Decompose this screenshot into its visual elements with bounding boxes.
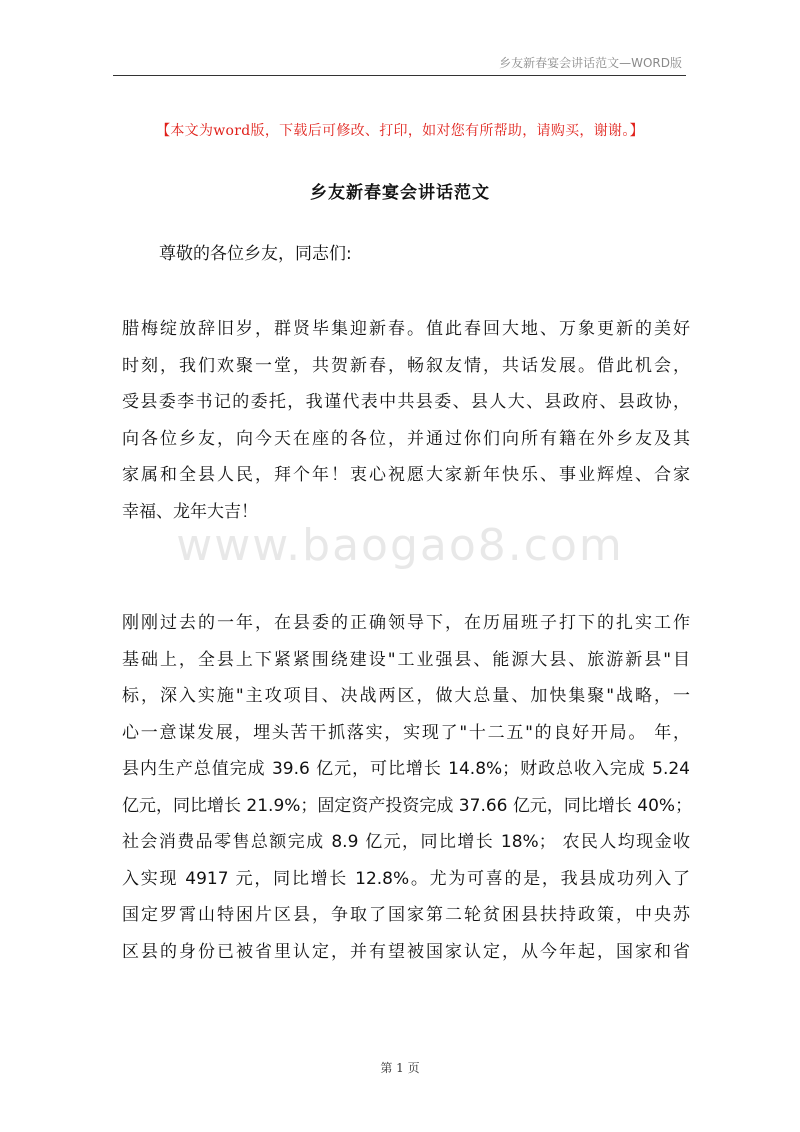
paragraph-1	[122, 311, 690, 530]
watermark-text: www.baogao8.com	[176, 520, 624, 571]
text-line: 腊梅绽放辞旧岁，群贤毕集迎新春。值此春回大地、万象更新的美好	[122, 319, 690, 339]
text-line: 家属和全县人民，拜个年！衷心祝愿大家新年快乐、事业辉煌、合家	[122, 465, 690, 485]
text-line: 受县委李书记的委托，我谨代表中共县委、县人大、县政府、县政协，	[122, 392, 690, 412]
text-line: 刚刚过去的一年，在县委的正确领导下，在历届班子打下的扎实工作	[122, 613, 690, 633]
text-line: 标，深入实施"主攻项目、决战两区，做大总量、加快集聚"战略，一	[122, 686, 690, 706]
text-line: 亿元，同比增长 21.9%；固定资产投资完成 37.66 亿元，同比增长 40%；	[122, 795, 693, 816]
text-line: 入实现 4917 元，同比增长 12.8%。尤为可喜的是，我县成功列入了	[122, 868, 690, 889]
text-line: 区县的身份已被省里认定，并有望被国家认定，从今年起，国家和省	[122, 941, 690, 962]
page-number: 第 1 页	[380, 1061, 420, 1075]
salutation: 尊敬的各位乡友，同志们:	[159, 244, 352, 264]
text-line: 向各位乡友，向今天在座的各位，并通过你们向所有籍在外乡友及其	[122, 428, 690, 449]
text-line: 基础上，全县上下紧紧围绕建设"工业强县、能源大县、旅游新县"目	[122, 649, 690, 670]
document-title: 乡友新春宴会讲话范文	[310, 183, 490, 203]
text-line: 时刻，我们欢聚一堂，共贺新春，畅叙友情，共话发展。借此机会，	[122, 355, 690, 376]
header-divider	[113, 75, 686, 76]
text-line: 社会消费品零售总额完成 8.9 亿元，同比增长 18%； 农民人均现金收	[122, 832, 690, 852]
header-title: 乡友新春宴会讲话范文—WORD版	[499, 56, 682, 70]
text-line: 县内生产总值完成 39.6 亿元，可比增长 14.8%；财政总收入完成 5.24	[122, 759, 690, 779]
purchase-notice: 【本文为word版，下载后可修改、打印，如对您有所帮助，请购买，谢谢。】	[156, 123, 644, 139]
text-line: 心一意谋发展，埋头苦干抓落实，实现了"十二五"的良好开局。 年，	[122, 722, 690, 743]
paragraph-2	[122, 605, 693, 970]
text-line: 国定罗霄山特困片区县，争取了国家第二轮贫困县扶持政策，中央苏	[122, 905, 690, 925]
text-line: 幸福、龙年大吉！	[122, 501, 258, 522]
